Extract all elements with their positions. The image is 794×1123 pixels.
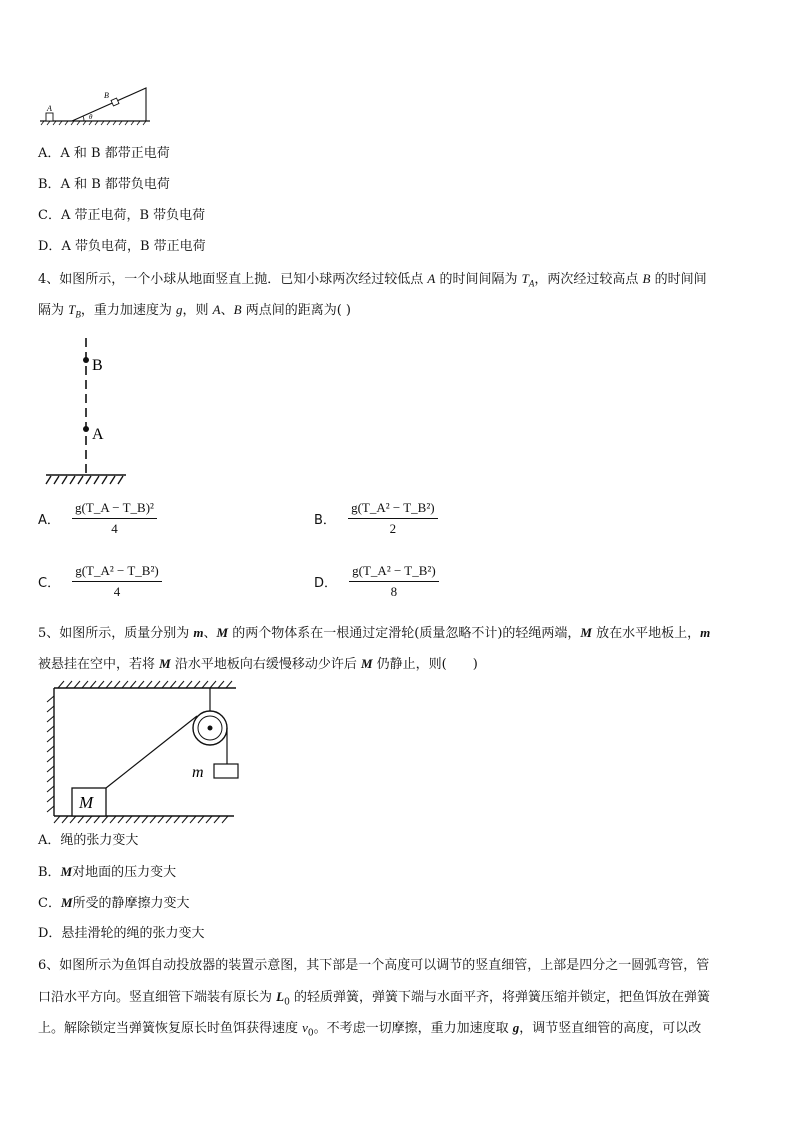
q3-option-c [38, 208, 205, 224]
q5-stem-line2: 被悬挂在空中，若将 M 沿水平地板向右缓慢移动少许后 M 仍静止，则( ) [38, 656, 478, 672]
fraction-denominator: 8 [390, 584, 398, 599]
fraction-numerator: g(T_A − T_B)² [72, 500, 157, 519]
q6-stem-line3: 上。解除锁定当弹簧恢复原长时鱼饵获得速度 $v_0$。不考虑一切摩擦，重力加速度取 g，调节竖直细管的高度，可以改 [38, 1020, 702, 1039]
option-key: D． [38, 239, 62, 254]
q3-option-a [38, 146, 170, 162]
vertical-throw-figure [42, 336, 132, 488]
label-theta: θ [89, 113, 93, 121]
fraction-numerator: g(T_A² − T_B²) [72, 563, 162, 582]
label-a: A [92, 426, 104, 443]
option-text: A 和 B 都带负电荷 [60, 177, 170, 192]
fraction-numerator: g(T_A² − T_B²) [349, 563, 439, 582]
q3-option-b [38, 177, 170, 193]
option-key: C． [38, 208, 61, 223]
option-text: A 带正电荷，B 带负电荷 [60, 208, 206, 223]
pulley-figure [42, 678, 242, 826]
q4-stem-line2: 隔为 $T_B$，重力加速度为 g，则 A、B 两点间的距离为( ) [38, 302, 351, 320]
option-text: A 和 B 都带正电荷 [60, 146, 170, 161]
option-key: A． [38, 146, 61, 161]
q4-option-b: B． $\frac{\text{g(T\_A² − T\_B²)}}{2}$ [314, 500, 438, 537]
incline-figure [38, 84, 154, 126]
fraction-denominator: 2 [389, 521, 397, 536]
q5-option-b: B．M对地面的压力变大 [38, 864, 177, 880]
label-a: A [47, 104, 52, 113]
q6-stem-line1: 6、如图所示为鱼饵自动投放器的装置示意图，其下部是一个高度可以调节的竖直细管，上部是四分之一圆弧弯管，管 [38, 958, 710, 973]
label-m: m [192, 764, 204, 781]
option-text: A 带负电荷，B 带正电荷 [61, 239, 206, 254]
q5-option-d: D．悬挂滑轮的绳的张力变大 [38, 926, 205, 941]
label-b: B [92, 357, 103, 374]
fraction-numerator: g(T_A² − T_B²) [348, 500, 438, 519]
q4-option-d: D． $\frac{\text{g(T\_A² − T\_B²)}}{8}$ [314, 563, 439, 600]
q6-stem-line2: 口沿水平方向。竖直细管下端装有原长为 $L_0$ 的轻质弹簧，弹簧下端与水面平齐，将弹簧压缩并锁定，把鱼饵放在弹簧 [38, 989, 710, 1008]
q5-stem-line1: 5、如图所示，质量分别为 m、M 的两个物体系在一根通过定滑轮(质量忽略不计)的轻绳两端，M 放在水平地板上，m [38, 625, 711, 641]
label-big-m: M [79, 793, 94, 812]
option-key: B． [38, 177, 61, 192]
q5-option-c: C．M所受的静摩擦力变大 [38, 895, 190, 911]
q4-stem-line1: 4、如图所示，一个小球从地面竖直上抛．已知小球两次经过较低点 A 的时间间隔为 $T_A$，两次经过较高点 B 的时间间 [38, 271, 707, 289]
label-b: B [104, 91, 109, 100]
q3-option-d [38, 239, 206, 255]
q4-option-a: A． $\frac{\text{g(T\_A − T\_B)²}}{4}$ [38, 500, 157, 537]
fraction-denominator: 4 [113, 584, 121, 599]
q5-option-a: A．绳的张力变大 [38, 833, 139, 848]
fraction-denominator: 4 [111, 521, 118, 536]
q4-option-c: C． $\frac{\text{g(T\_A² − T\_B²)}}{4}$ [38, 563, 162, 600]
